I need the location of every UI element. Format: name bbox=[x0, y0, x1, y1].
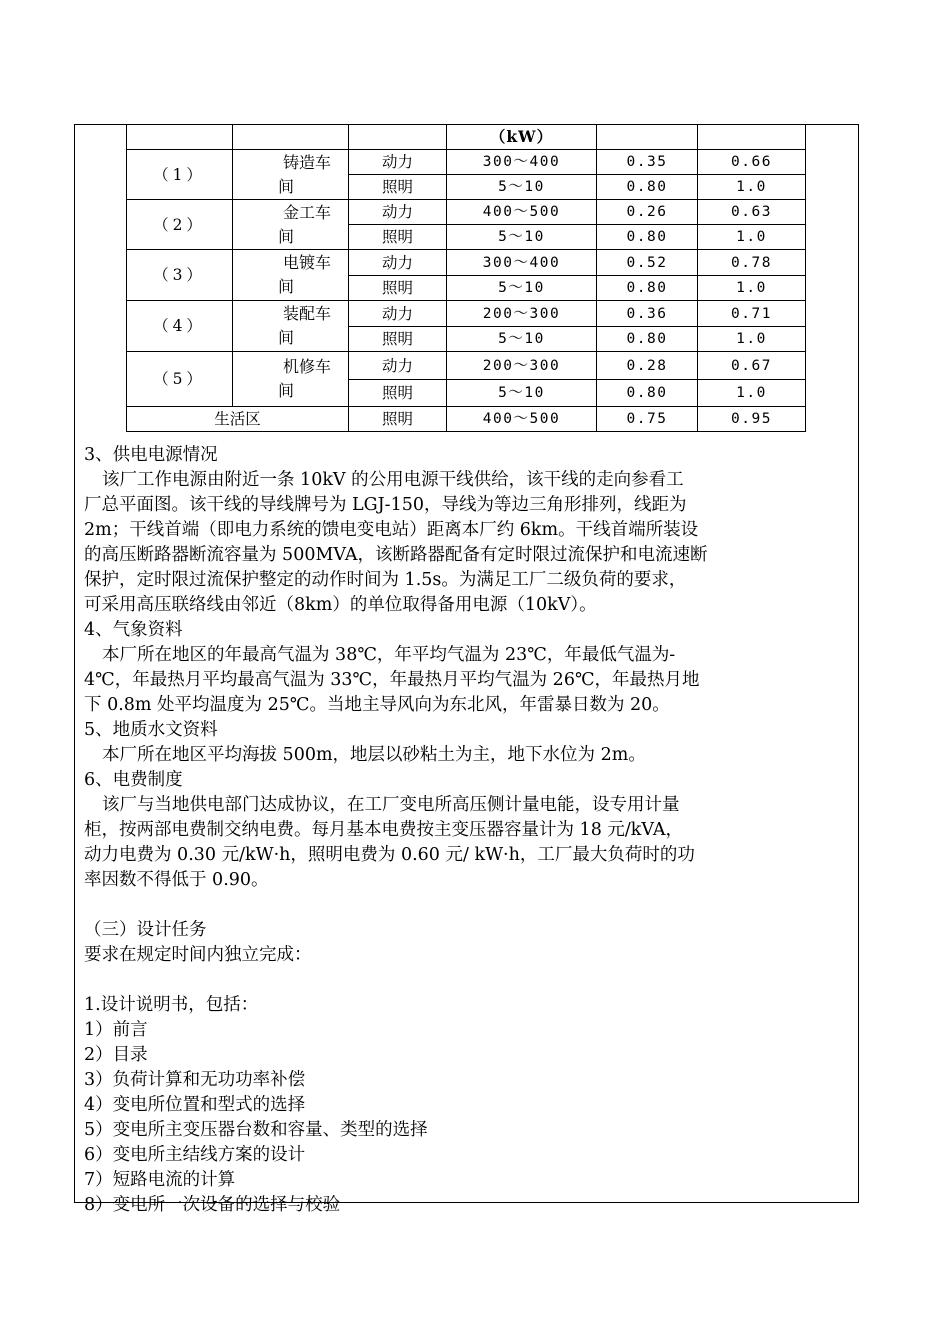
paragraph-line: 该厂与当地供电部门达成协议，在工厂变电所高压侧计量电能，设专用计量 bbox=[102, 795, 680, 815]
installed-capacity: 400～500 bbox=[447, 407, 597, 432]
workshop-index: （1） bbox=[127, 150, 233, 200]
workshop-name bbox=[233, 352, 349, 407]
installed-capacity: 300～400 bbox=[447, 250, 597, 276]
installed-capacity: 200～300 bbox=[447, 352, 597, 380]
task-item: 8）变电所一次设备的选择与校验 bbox=[84, 1195, 341, 1215]
paragraph-line: 本厂所在地区平均海拔 500m，地层以砂粘土为主，地下水位为 2m。 bbox=[102, 745, 646, 765]
demand-factor: 0.80 bbox=[597, 327, 698, 352]
task-heading: （三）设计任务 bbox=[84, 920, 207, 940]
task-item-title: 1.设计说明书，包括： bbox=[84, 995, 259, 1015]
load-type: 照明 bbox=[349, 327, 447, 352]
power-factor: 0.78 bbox=[698, 250, 806, 276]
workshop-name-line2: 间 bbox=[278, 381, 295, 400]
living-area-name: 生活区 bbox=[127, 407, 349, 432]
workshop-name bbox=[233, 200, 349, 250]
installed-capacity: 5～10 bbox=[447, 175, 597, 200]
installed-capacity: 400～500 bbox=[447, 200, 597, 225]
table-row-living bbox=[127, 407, 806, 432]
workshop-name-line1: 装配车 bbox=[282, 304, 331, 323]
workshop-index: （5） bbox=[127, 352, 233, 407]
table-row bbox=[127, 200, 806, 225]
power-factor: 1.0 bbox=[698, 380, 806, 407]
installed-capacity: 300～400 bbox=[447, 150, 597, 175]
workshop-name-line2: 间 bbox=[278, 176, 295, 196]
task-item: 2）目录 bbox=[84, 1045, 148, 1065]
installed-capacity: 5～10 bbox=[447, 225, 597, 250]
workshop-name-line2: 间 bbox=[278, 328, 295, 347]
power-factor: 0.71 bbox=[698, 301, 806, 327]
paragraph-line: 柜，按两部电费制交纳电费。每月基本电费按主变压器容量计为 18 元/kVA， bbox=[84, 820, 683, 840]
demand-factor: 0.80 bbox=[597, 276, 698, 301]
workshop-name bbox=[233, 250, 349, 301]
demand-factor: 0.80 bbox=[597, 380, 698, 407]
power-factor: 0.66 bbox=[698, 150, 806, 175]
section-4-heading: 4、气象资料 bbox=[84, 620, 183, 640]
load-type: 动力 bbox=[349, 200, 447, 225]
demand-factor: 0.36 bbox=[597, 301, 698, 327]
workshop-name bbox=[233, 150, 349, 200]
demand-factor: 0.80 bbox=[597, 175, 698, 200]
workshop-name-line1: 铸造车 bbox=[282, 152, 331, 172]
demand-factor: 0.35 bbox=[597, 150, 698, 175]
load-type: 动力 bbox=[349, 150, 447, 175]
load-type: 动力 bbox=[349, 301, 447, 327]
workshop-index: （3） bbox=[127, 250, 233, 301]
installed-capacity: 5～10 bbox=[447, 327, 597, 352]
installed-capacity: 5～10 bbox=[447, 380, 597, 407]
paragraph-line: 4℃，年最热月平均最高气温为 33℃，年最热月平均气温为 26℃，年最热月地 bbox=[84, 670, 700, 690]
table-row bbox=[127, 352, 806, 380]
workshop-name-line2: 间 bbox=[278, 277, 295, 296]
task-item: 7）短路电流的计算 bbox=[84, 1170, 236, 1190]
load-type: 照明 bbox=[349, 175, 447, 200]
paragraph-line: 率因数不得低于 0.90。 bbox=[84, 870, 269, 890]
paragraph-line: 动力电费为 0.30 元/kW·h，照明电费为 0.60 元/ kW·h，工厂最大负荷时的功 bbox=[84, 845, 695, 865]
workshop-index: （4） bbox=[127, 301, 233, 352]
table-header-row bbox=[127, 125, 806, 150]
section-5-heading: 5、地质水文资料 bbox=[84, 720, 218, 740]
paragraph-line: 可采用高压联络线由邻近（8km）的单位取得备用电源（10kV）。 bbox=[84, 595, 597, 615]
load-type: 动力 bbox=[349, 352, 447, 380]
task-item: 6）变电所主结线方案的设计 bbox=[84, 1145, 306, 1165]
installed-capacity: 5～10 bbox=[447, 276, 597, 301]
workshop-name-line1: 机修车 bbox=[282, 357, 331, 376]
demand-factor: 0.52 bbox=[597, 250, 698, 276]
table-row bbox=[127, 150, 806, 175]
paragraph-line: 的高压断路器断流容量为 500MVA，该断路器配备有定时限过流保护和电流速断 bbox=[84, 545, 708, 565]
load-type: 照明 bbox=[349, 225, 447, 250]
workshop-name-line2: 间 bbox=[278, 226, 295, 246]
task-item: 4）变电所位置和型式的选择 bbox=[84, 1095, 306, 1115]
paragraph-line: 该厂工作电源由附近一条 10kV 的公用电源干线供给，该干线的走向参看工 bbox=[102, 470, 684, 490]
power-factor: 1.0 bbox=[698, 276, 806, 301]
task-intro: 要求在规定时间内独立完成： bbox=[84, 945, 312, 965]
power-factor: 1.0 bbox=[698, 175, 806, 200]
workshop-name-line1: 电镀车 bbox=[282, 253, 331, 272]
workshop-index: （2） bbox=[127, 200, 233, 250]
table-row bbox=[127, 301, 806, 327]
workshop-name-line1: 金工车 bbox=[282, 202, 331, 222]
paragraph-line: 2m；干线首端（即电力系统的馈电变电站）距离本厂约 6km。干线首端所装设 bbox=[84, 520, 699, 540]
paragraph-line: 下 0.8m 处平均温度为 25℃。当地主导风向为东北风，年雷暴日数为 20。 bbox=[84, 695, 670, 715]
load-type: 照明 bbox=[349, 380, 447, 407]
power-factor: 0.63 bbox=[698, 200, 806, 225]
task-item: 3）负荷计算和无功功率补偿 bbox=[84, 1070, 306, 1090]
task-item: 5）变电所主变压器台数和容量、类型的选择 bbox=[84, 1120, 428, 1140]
installed-capacity: 200～300 bbox=[447, 301, 597, 327]
paragraph-line: 本厂所在地区的年最高气温为 38℃，年平均气温为 23℃，年最低气温为- bbox=[102, 645, 676, 665]
table-row bbox=[127, 250, 806, 276]
paragraph-line: 厂总平面图。该干线的导线牌号为 LGJ-150，导线为等边三角形排列，线距为 bbox=[84, 495, 687, 515]
load-type: 照明 bbox=[349, 407, 447, 432]
demand-factor: 0.28 bbox=[597, 352, 698, 380]
demand-factor: 0.80 bbox=[597, 225, 698, 250]
section-3-heading: 3、供电电源情况 bbox=[84, 445, 218, 465]
workshop-name bbox=[233, 301, 349, 352]
document-body bbox=[84, 443, 854, 1218]
load-table bbox=[126, 124, 806, 432]
demand-factor: 0.75 bbox=[597, 407, 698, 432]
power-factor: 1.0 bbox=[698, 225, 806, 250]
task-item: 1）前言 bbox=[84, 1020, 148, 1040]
paragraph-line: 保护，定时限过流保护整定的动作时间为 1.5s。为满足工厂二级负荷的要求， bbox=[84, 570, 687, 590]
power-factor: 0.67 bbox=[698, 352, 806, 380]
section-6-heading: 6、电费制度 bbox=[84, 770, 183, 790]
load-type: 动力 bbox=[349, 250, 447, 276]
demand-factor: 0.26 bbox=[597, 200, 698, 225]
power-factor: 0.95 bbox=[698, 407, 806, 432]
load-type: 照明 bbox=[349, 276, 447, 301]
power-factor: 1.0 bbox=[698, 327, 806, 352]
capacity-unit-header: （kW） bbox=[447, 125, 597, 150]
